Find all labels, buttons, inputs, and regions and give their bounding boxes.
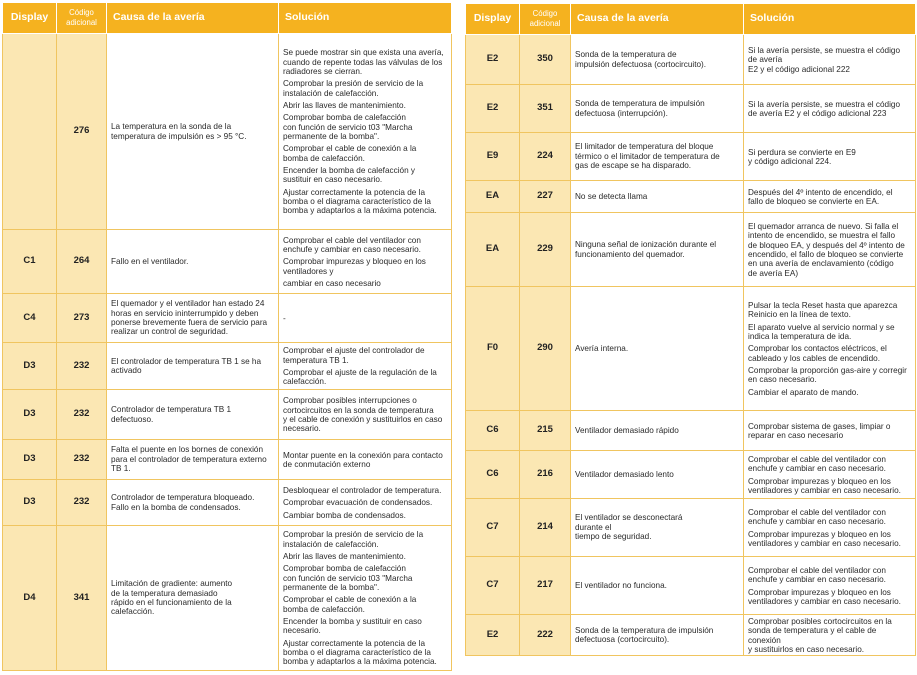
display-code: D3 <box>3 390 57 440</box>
solution-line: cortocircuitos en la sonda de temperatura <box>283 405 434 415</box>
additional-code: 232 <box>57 440 107 480</box>
solution-line: Encender la bomba de calefacción y <box>283 166 415 176</box>
cause-line: El ventilador se desconectará <box>575 513 683 523</box>
solution-line: Abrir las llaves de mantenimiento. <box>283 100 406 110</box>
solution-step <box>283 48 447 76</box>
solution-step <box>283 595 447 614</box>
cause-line: impulsión defectuosa (cortocircuito). <box>575 59 707 69</box>
solution-step <box>283 396 447 433</box>
table-row <box>3 294 452 343</box>
solution-line: Desbloquear el controlador de temperatura. <box>283 485 442 495</box>
cause-line: Falta el puente en los bornes de conexión <box>111 445 264 455</box>
solution-line: bomba de calefacción. <box>283 153 365 163</box>
solution-step <box>748 301 911 320</box>
solution-line: fallo de bloqueo se convierte en EA. <box>748 197 880 206</box>
cause-line: calefacción. <box>111 607 155 617</box>
fault-solution <box>744 451 916 499</box>
cause-line: Sonda de la temperatura de impulsión <box>575 625 714 635</box>
display-code: C6 <box>466 411 520 451</box>
fault-cause <box>571 499 744 557</box>
solution-line: Si la avería persiste, se muestra el código <box>748 45 900 55</box>
table-row <box>466 451 916 499</box>
solution-line: bomba de calefacción. <box>283 604 365 614</box>
solution-line: y código adicional 224. <box>748 157 832 166</box>
solution-line: Comprobar evacuación de condensados. <box>283 498 433 508</box>
additional-code: 216 <box>520 451 571 499</box>
solution-step <box>283 166 447 185</box>
solution-line: Se puede mostrar sin que exista una avería, <box>283 48 444 58</box>
solution-step <box>748 530 911 549</box>
cause-line: Limitación de gradiente: aumento <box>111 579 233 589</box>
cause-line: El controlador de temperatura TB 1 se ha <box>111 356 262 366</box>
cause-line: defectuoso. <box>111 414 154 424</box>
fault-cause <box>571 615 744 656</box>
display-code: C7 <box>466 557 520 615</box>
table-row <box>3 390 452 440</box>
solution-line: Abrir las llaves de mantenimiento. <box>283 551 406 561</box>
fault-solution <box>279 230 452 294</box>
cause-line: durante el <box>575 522 612 532</box>
display-code: C6 <box>466 451 520 499</box>
solution-line: Después del 4º intento de encendido, el <box>748 187 893 197</box>
solution-line: reparar en caso necesario <box>748 431 844 440</box>
cause-line: Controlador de temperatura bloqueado. <box>111 493 255 503</box>
display-code: EA <box>466 213 520 287</box>
additional-code: 222 <box>520 615 571 656</box>
cause-line: Fallo en el ventilador. <box>111 256 189 266</box>
fault-cause <box>571 411 744 451</box>
solution-line: ventiladores y cambiar en caso necesario. <box>748 485 901 495</box>
fault-solution <box>744 287 916 411</box>
display-code: C4 <box>3 294 57 343</box>
solution-line: Comprobar el cable del ventilador con <box>748 565 886 575</box>
solution-line: encendido, el fallo de bloqueo se convierte <box>748 250 904 259</box>
fault-cause <box>571 451 744 499</box>
header-solution: Solución <box>744 4 916 35</box>
solution-step <box>283 236 447 255</box>
fault-cause <box>107 440 279 480</box>
solution-step <box>748 588 911 607</box>
solution-line: temperatura TB 1. <box>283 355 349 365</box>
solution-step <box>748 188 911 207</box>
solution-line: instalación de calefacción. <box>283 539 379 549</box>
solution-line: necesario. <box>283 424 321 434</box>
cause-line: de la temperatura demasiado <box>111 588 218 598</box>
solution-step <box>283 451 447 470</box>
display-code: D3 <box>3 343 57 390</box>
solution-line: de bloqueo EA, y después del 4º intento de <box>748 240 905 250</box>
solution-line: y el cable de conexión y sustituirlos en caso <box>283 415 443 424</box>
solution-line: Comprobar el ajuste de la regulación de la <box>283 368 437 377</box>
table-row <box>466 213 916 287</box>
fault-cause <box>107 480 279 526</box>
cause-line: funcionamiento del quemador. <box>575 249 685 259</box>
solution-line: Comprobar el cable de conexión a la <box>283 595 417 605</box>
solution-line: Comprobar la proporción gas-aire y corregir <box>748 366 907 376</box>
solution-line: Comprobar el cable del ventilador con <box>748 454 886 464</box>
solution-line: Comprobar impurezas y bloqueo en los <box>748 587 891 597</box>
solution-line: de avería EA) <box>748 268 799 278</box>
fault-cause <box>571 85 744 133</box>
solution-line: indica la temperatura de ida. <box>748 331 852 341</box>
solution-line: Ajustar correctamente la potencia de la <box>283 187 425 197</box>
solution-line: radiadores se cierran. <box>283 66 363 76</box>
cause-line: El limitador de temperatura del bloque <box>575 142 714 152</box>
solution-line: cableado y los cables de encendido. <box>748 353 881 363</box>
fault-solution <box>744 499 916 557</box>
solution-step <box>283 368 447 387</box>
additional-code: 232 <box>57 390 107 440</box>
solution-step <box>748 344 911 363</box>
solution-step <box>283 113 447 141</box>
header-cause: Causa de la avería <box>571 4 744 35</box>
additional-code: 276 <box>57 34 107 230</box>
solution-line: sonda de temperatura y el cable de conexión <box>748 626 877 645</box>
solution-step <box>283 617 447 636</box>
solution-line: Comprobar la presión de servicio de la <box>283 530 424 540</box>
solution-line: calefacción. <box>283 377 327 387</box>
table-row <box>3 230 452 294</box>
solution-line: Comprobar posibles interrupciones o <box>283 396 417 406</box>
solution-line: enchufe y cambiar en caso necesario. <box>283 244 421 254</box>
cause-line: rápido en el funcionamiento de la <box>111 598 232 607</box>
solution-line: Si perdura se convierte en E9 <box>748 147 856 157</box>
solution-step <box>283 101 447 110</box>
solution-line: Comprobar bomba de calefacción <box>283 113 406 123</box>
cause-line: activado <box>111 366 142 375</box>
fault-solution <box>744 133 916 181</box>
cause-line: horas en servicio ininterrumpido y deben <box>111 308 259 318</box>
solution-step <box>283 486 447 495</box>
solution-line: Comprobar impurezas y bloqueo en los <box>748 529 891 539</box>
fault-cause <box>107 390 279 440</box>
solution-line: en caso necesario. <box>748 375 817 385</box>
fault-cause <box>107 526 279 671</box>
solution-step <box>283 552 447 561</box>
header-display: Display <box>3 3 57 34</box>
solution-line: Encender la bomba y sustituir en caso <box>283 617 422 627</box>
fault-solution <box>279 343 452 390</box>
table-row <box>466 133 916 181</box>
table-header-row <box>3 3 452 34</box>
solution-step <box>748 388 911 397</box>
header-code-line: adicional <box>529 19 561 28</box>
additional-code: 341 <box>57 526 107 671</box>
display-code: C1 <box>3 230 57 294</box>
display-code: C7 <box>466 499 520 557</box>
display-code: E2 <box>466 615 520 656</box>
table-row <box>466 499 916 557</box>
fault-solution <box>279 440 452 480</box>
fault-solution <box>744 213 916 287</box>
fault-solution <box>279 480 452 526</box>
solution-step <box>748 222 911 278</box>
header-code-line: Código <box>69 8 94 18</box>
solution-step <box>283 511 447 520</box>
display-code <box>3 34 57 230</box>
fault-cause <box>571 557 744 615</box>
solution-line: Comprobar el ajuste del controlador de <box>283 346 425 356</box>
solution-line: ventiladores y cambiar en caso necesario. <box>748 538 901 548</box>
solution-line: permanente de la bomba". <box>283 132 380 141</box>
solution-step <box>748 508 911 527</box>
solution-step <box>748 148 911 167</box>
additional-code: 214 <box>520 499 571 557</box>
solution-line: - <box>283 313 286 323</box>
solution-line: Comprobar impurezas y bloqueo en los <box>283 257 426 267</box>
cause-line: Avería interna. <box>575 343 629 353</box>
fault-table-body <box>3 34 452 671</box>
fault-cause <box>571 287 744 411</box>
cause-line: Fallo en la bomba de condensados. <box>111 502 241 512</box>
fault-table-body <box>466 35 916 656</box>
solution-line: Cambiar el aparato de mando. <box>748 387 859 397</box>
solution-line: Comprobar el cable del ventilador con <box>283 235 421 245</box>
solution-step <box>283 279 447 288</box>
additional-code: 351 <box>520 85 571 133</box>
fault-solution <box>279 526 452 671</box>
fault-table-right <box>465 3 916 656</box>
cause-line: TB 1. <box>111 464 131 474</box>
display-code: F0 <box>466 287 520 411</box>
table-row <box>466 615 916 656</box>
display-code: EA <box>466 181 520 213</box>
additional-code: 273 <box>57 294 107 343</box>
solution-line: bomba y adaptarlos a la máxima potencia. <box>283 206 437 216</box>
fault-solution <box>279 34 452 230</box>
additional-code: 232 <box>57 343 107 390</box>
additional-code: 232 <box>57 480 107 526</box>
cause-line: La temperatura en la sonda de la <box>111 122 232 132</box>
solution-step <box>283 346 447 365</box>
fault-cause <box>107 230 279 294</box>
cause-line: ponerse brevemente fuera de servicio para <box>111 318 268 327</box>
table-row <box>3 480 452 526</box>
cause-line: para el controlador de temperatura externo <box>111 454 267 464</box>
header-display: Display <box>466 4 520 35</box>
display-code: D3 <box>3 440 57 480</box>
solution-line: Cambiar bomba de condensados. <box>283 510 406 520</box>
solution-line: enchufe y cambiar en caso necesario. <box>748 517 886 527</box>
solution-line: enchufe y cambiar en caso necesario. <box>748 464 886 474</box>
solution-line: sustituir en caso necesario. <box>283 175 383 185</box>
fault-cause <box>571 133 744 181</box>
fault-solution <box>744 85 916 133</box>
table-row <box>3 526 452 671</box>
table-row <box>466 181 916 213</box>
table-header-row <box>466 4 916 35</box>
solution-line: Montar puente en la conexión para contacto <box>283 450 443 460</box>
solution-step <box>283 314 447 323</box>
table-row <box>466 557 916 615</box>
solution-line: permanente de la bomba". <box>283 582 380 592</box>
solution-step <box>283 144 447 163</box>
cause-line: defectuosa (cortocircuito). <box>575 635 670 645</box>
fault-solution <box>744 557 916 615</box>
solution-step <box>748 477 911 496</box>
solution-line: Comprobar impurezas y bloqueo en los <box>748 476 891 486</box>
solution-step <box>748 455 911 474</box>
display-code: E9 <box>466 133 520 181</box>
cause-line: defectuosa (interrupción). <box>575 108 668 118</box>
fault-solution <box>744 411 916 451</box>
cause-line: Sonda de temperatura de impulsión <box>575 99 705 109</box>
solution-line: Si la avería persiste, se muestra el código <box>748 99 900 109</box>
cause-line: El ventilador no funciona. <box>575 580 667 590</box>
table-row <box>466 411 916 451</box>
header-cause: Causa de la avería <box>107 3 279 34</box>
solution-step <box>283 639 447 667</box>
solution-line: enchufe y cambiar en caso necesario. <box>748 575 886 585</box>
solution-line: intento de encendido, se muestra el fallo <box>748 231 896 241</box>
solution-step <box>283 188 447 216</box>
solution-step <box>283 498 447 507</box>
display-code: E2 <box>466 35 520 85</box>
additional-code: 224 <box>520 133 571 181</box>
solution-step <box>748 617 911 654</box>
solution-line: Comprobar el cable del ventilador con <box>748 507 886 517</box>
solution-line: Ajustar correctamente la potencia de la <box>283 638 425 648</box>
cause-line: gas de escape se ha disparado. <box>575 161 692 171</box>
solution-line: Comprobar sistema de gases, limpiar o <box>748 421 891 431</box>
solution-line: E2 y el código adicional 222 <box>748 64 850 74</box>
additional-code: 229 <box>520 213 571 287</box>
display-code: D3 <box>3 480 57 526</box>
solution-line: y sustituirlos en caso necesario. <box>748 645 865 655</box>
fault-cause <box>571 35 744 85</box>
cause-line: realizar un control de seguridad. <box>111 327 228 337</box>
solution-step <box>748 366 911 385</box>
solution-line: bomba y adaptarlos a la máxima potencia. <box>283 657 437 667</box>
solution-line: con función de servicio t03 "Marcha <box>283 122 413 132</box>
fault-cause <box>571 181 744 213</box>
solution-step <box>748 422 911 441</box>
cause-line: Ventilador demasiado lento <box>575 469 674 479</box>
solution-step <box>283 564 447 592</box>
fault-cause <box>107 34 279 230</box>
solution-line: instalación de calefacción. <box>283 88 379 98</box>
fault-cause <box>571 213 744 287</box>
cause-line: El quemador y el ventilador han estado 24 <box>111 299 265 309</box>
header-code <box>520 4 571 35</box>
header-code <box>57 3 107 34</box>
table-row <box>3 440 452 480</box>
fault-table-left <box>2 2 452 671</box>
solution-line: de avería <box>748 55 783 65</box>
table-row <box>3 343 452 390</box>
fault-solution <box>744 615 916 656</box>
solution-line: bomba o el diagrama característico de la <box>283 648 431 658</box>
table-row <box>3 34 452 230</box>
fault-solution <box>744 35 916 85</box>
additional-code: 264 <box>57 230 107 294</box>
additional-code: 215 <box>520 411 571 451</box>
fault-cause <box>107 294 279 343</box>
fault-solution <box>744 181 916 213</box>
solution-step <box>748 100 911 119</box>
solution-line: ventiladores y <box>283 266 334 276</box>
header-code-line: Código <box>532 9 558 19</box>
additional-code: 227 <box>520 181 571 213</box>
cause-line: tiempo de seguridad. <box>575 532 652 542</box>
cause-line: térmico o el limitador de temperatura de <box>575 151 720 161</box>
solution-line: ventiladores y cambiar en caso necesario. <box>748 596 901 606</box>
solution-line: Comprobar posibles cortocircuitos en la <box>748 617 892 626</box>
solution-step <box>283 257 447 276</box>
solution-line: Reinicio en la línea de texto. <box>748 310 851 320</box>
table-row <box>466 35 916 85</box>
table-row <box>466 85 916 133</box>
solution-line: cuando de repente todas las válvulas de los <box>283 57 443 67</box>
table-row <box>466 287 916 411</box>
display-code: D4 <box>3 526 57 671</box>
cause-line: No se detecta llama <box>575 191 648 201</box>
solution-line: con función de servicio t03 "Marcha <box>283 573 413 583</box>
solution-step <box>748 46 911 74</box>
additional-code: 290 <box>520 287 571 411</box>
solution-line: cambiar en caso necesario <box>283 279 381 289</box>
display-code: E2 <box>466 85 520 133</box>
solution-line: bomba o el diagrama característico de la <box>283 197 431 207</box>
solution-step <box>283 79 447 98</box>
cause-line: Controlador de temperatura TB 1 <box>111 405 231 415</box>
cause-line: temperatura de impulsión es > 95 °C. <box>111 131 247 141</box>
cause-line: Sonda de la temperatura de <box>575 50 677 60</box>
fault-solution <box>279 294 452 343</box>
fault-solution <box>279 390 452 440</box>
cause-line: Ninguna señal de ionización durante el <box>575 240 717 250</box>
solution-line: Comprobar el cable de conexión a la <box>283 144 417 154</box>
additional-code: 350 <box>520 35 571 85</box>
solution-line: de avería E2 y el código adicional 223 <box>748 109 887 118</box>
solution-line: en una avería de enclavamiento (código <box>748 259 894 269</box>
cause-line: Ventilador demasiado rápido <box>575 425 679 435</box>
solution-step <box>748 323 911 342</box>
header-solution: Solución <box>279 3 452 34</box>
additional-code: 217 <box>520 557 571 615</box>
header-code-line: adicional <box>66 18 97 27</box>
solution-step <box>283 530 447 549</box>
solution-line: de conmutación externo <box>283 460 371 469</box>
solution-line: Comprobar bomba de calefacción <box>283 564 406 574</box>
solution-line: Comprobar los contactos eléctricos, el <box>748 344 887 354</box>
solution-line: necesario. <box>283 626 321 636</box>
solution-step <box>748 566 911 585</box>
solution-line: Pulsar la tecla Reset hasta que aparezca <box>748 300 898 310</box>
solution-line: Comprobar la presión de servicio de la <box>283 79 424 89</box>
solution-line: El quemador arranca de nuevo. Si falla el <box>748 221 899 231</box>
solution-line: El aparato vuelve al servicio normal y se <box>748 322 895 332</box>
fault-cause <box>107 343 279 390</box>
